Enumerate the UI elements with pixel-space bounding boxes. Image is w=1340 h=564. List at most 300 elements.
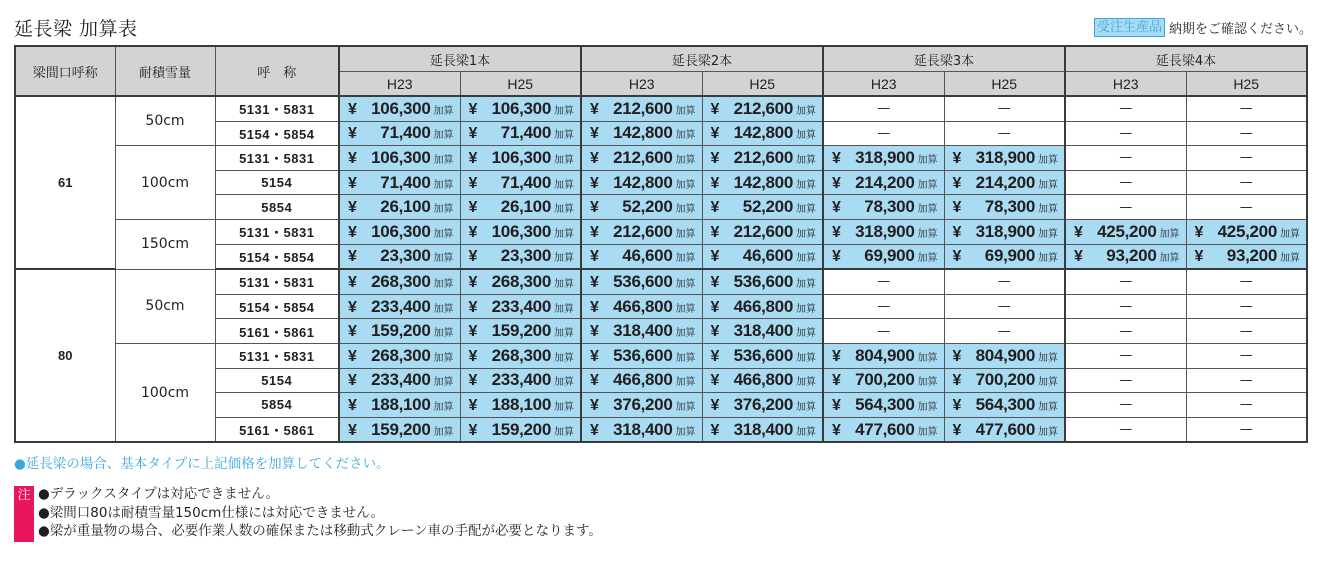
not-available-cell: —	[1065, 96, 1186, 121]
price-amount: 26,100	[500, 197, 551, 217]
price-amount: 700,200	[855, 370, 915, 390]
yen-symbol: ¥	[590, 223, 599, 241]
yen-symbol: ¥	[832, 199, 841, 217]
price-cell	[944, 170, 1065, 195]
yen-symbol: ¥	[1074, 223, 1083, 241]
addition-suffix: 加算	[433, 130, 454, 142]
price-amount: 425,200	[1097, 221, 1157, 241]
price-cell	[581, 417, 702, 442]
yen-symbol: ¥	[832, 372, 841, 390]
price-amount: 477,600	[855, 419, 915, 439]
price-amount: 214,200	[855, 172, 915, 192]
price-amount: 69,900	[984, 246, 1035, 266]
yen-symbol: ¥	[710, 248, 720, 266]
addition-suffix: 加算	[433, 426, 454, 438]
price-cell	[339, 96, 460, 121]
addition-suffix: 加算	[917, 377, 938, 389]
yen-symbol: ¥	[590, 125, 599, 143]
price-amount: 52,200	[742, 197, 793, 217]
price-amount: 268,300	[491, 271, 551, 291]
addition-suffix: 加算	[433, 352, 454, 364]
not-available-cell: —	[1186, 96, 1307, 121]
yen-symbol: ¥	[590, 421, 599, 439]
addition-suffix: 加算	[433, 328, 454, 340]
not-available-cell: —	[1065, 269, 1186, 294]
header-group-3: 延長梁3本	[823, 46, 1065, 72]
price-cell	[460, 146, 581, 171]
price-cell	[581, 343, 702, 368]
addition-suffix: 加算	[554, 328, 574, 340]
addition-suffix: 加算	[675, 130, 696, 142]
price-amount: 318,400	[733, 419, 793, 439]
addition-suffix: 加算	[1038, 401, 1058, 413]
price-cell	[1065, 219, 1186, 244]
addition-suffix: 加算	[675, 105, 696, 117]
header-sub-h23: H23	[339, 72, 460, 97]
snow-load-cell: 100cm	[115, 146, 215, 220]
price-amount: 142,800	[613, 123, 673, 143]
not-available-cell: —	[1186, 343, 1307, 368]
price-amount: 268,300	[371, 345, 431, 365]
price-cell	[944, 343, 1065, 368]
not-available-cell: —	[1065, 368, 1186, 393]
code-cell: 5131・5831	[215, 343, 339, 368]
code-cell: 5154	[215, 368, 339, 393]
price-cell	[339, 417, 460, 442]
yen-symbol: ¥	[710, 223, 720, 241]
table-row	[15, 219, 1307, 244]
price-cell	[339, 121, 460, 146]
price-amount: 466,800	[613, 296, 673, 316]
price-cell	[581, 294, 702, 319]
price-cell	[702, 319, 823, 344]
price-amount: 71,400	[380, 123, 431, 143]
code-cell: 5154・5854	[215, 121, 339, 146]
not-available-cell: —	[1065, 170, 1186, 195]
addition-suffix: 加算	[917, 154, 938, 166]
addition-suffix: 加算	[796, 179, 816, 191]
addition-suffix: 加算	[675, 154, 696, 166]
addition-suffix: 加算	[554, 130, 574, 142]
price-amount: 376,200	[613, 394, 673, 414]
yen-symbol: ¥	[468, 149, 478, 167]
price-cell	[823, 170, 944, 195]
not-available-cell: —	[1186, 319, 1307, 344]
price-cell	[339, 244, 460, 269]
price-amount: 159,200	[371, 321, 431, 341]
yen-symbol: ¥	[590, 149, 599, 167]
price-amount: 233,400	[491, 370, 551, 390]
yen-symbol: ¥	[710, 323, 720, 341]
price-amount: 212,600	[733, 221, 793, 241]
price-amount: 212,600	[733, 147, 793, 167]
addition-suffix: 加算	[554, 154, 574, 166]
yen-symbol: ¥	[468, 100, 478, 118]
snow-load-cell: 100cm	[115, 343, 215, 442]
header-snow-load: 耐積雪量	[115, 46, 215, 96]
addition-note: ●延長梁の場合、基本タイプに上記価格を加算してください。	[14, 456, 390, 472]
price-amount: 212,600	[733, 98, 793, 118]
price-amount: 536,600	[733, 271, 793, 291]
price-cell	[823, 393, 944, 418]
addition-suffix: 加算	[675, 328, 696, 340]
yen-symbol: ¥	[348, 149, 357, 167]
price-cell	[702, 146, 823, 171]
addition-suffix: 加算	[433, 179, 454, 191]
price-amount: 804,900	[855, 345, 915, 365]
price-cell	[702, 294, 823, 319]
price-amount: 466,800	[733, 296, 793, 316]
price-cell	[823, 343, 944, 368]
table-row	[15, 269, 1307, 294]
yen-symbol: ¥	[468, 199, 478, 217]
not-available-cell: —	[823, 269, 944, 294]
price-amount: 536,600	[733, 345, 793, 365]
addition-suffix: 加算	[796, 278, 816, 290]
price-cell	[702, 343, 823, 368]
addition-suffix: 加算	[1280, 228, 1300, 240]
yen-symbol: ¥	[952, 347, 962, 365]
table-row	[15, 343, 1307, 368]
yen-symbol: ¥	[348, 347, 357, 365]
addition-suffix: 加算	[433, 278, 454, 290]
price-amount: 212,600	[613, 147, 673, 167]
caution-item: ●梁間口80は耐積雪量150cm仕様には対応できません。	[38, 504, 385, 521]
price-cell	[823, 195, 944, 220]
price-amount: 212,600	[613, 221, 673, 241]
addition-suffix: 加算	[796, 377, 816, 389]
code-cell: 5161・5861	[215, 319, 339, 344]
extension-beam-price-table	[14, 45, 1308, 443]
addition-suffix: 加算	[675, 426, 696, 438]
addition-suffix: 加算	[1038, 352, 1058, 364]
price-cell	[460, 417, 581, 442]
yen-symbol: ¥	[1074, 248, 1083, 266]
caution-item: ●デラックスタイプは対応できません。	[38, 486, 280, 502]
addition-suffix: 加算	[1038, 426, 1058, 438]
yen-symbol: ¥	[348, 323, 357, 341]
not-available-cell: —	[1065, 195, 1186, 220]
yen-symbol: ¥	[348, 248, 357, 266]
yen-symbol: ¥	[590, 273, 599, 291]
yen-symbol: ¥	[348, 223, 357, 241]
price-amount: 318,400	[613, 419, 673, 439]
addition-suffix: 加算	[1159, 253, 1180, 265]
price-amount: 142,800	[733, 123, 793, 143]
price-amount: 804,900	[975, 345, 1035, 365]
price-amount: 564,300	[975, 394, 1035, 414]
price-cell	[581, 244, 702, 269]
price-cell	[460, 319, 581, 344]
yen-symbol: ¥	[348, 199, 357, 217]
yen-symbol: ¥	[348, 100, 357, 118]
price-cell	[702, 417, 823, 442]
yen-symbol: ¥	[348, 273, 357, 291]
yen-symbol: ¥	[952, 372, 962, 390]
yen-symbol: ¥	[468, 347, 478, 365]
addition-suffix: 加算	[675, 278, 696, 290]
yen-symbol: ¥	[348, 421, 357, 439]
price-cell	[339, 319, 460, 344]
price-amount: 106,300	[371, 98, 431, 118]
not-available-cell: —	[1186, 294, 1307, 319]
price-amount: 106,300	[371, 147, 431, 167]
yen-symbol: ¥	[468, 248, 478, 266]
yen-symbol: ¥	[468, 273, 478, 291]
addition-suffix: 加算	[917, 228, 938, 240]
addition-suffix: 加算	[1280, 253, 1300, 265]
addition-suffix: 加算	[433, 401, 454, 413]
addition-suffix: 加算	[675, 204, 696, 216]
price-cell	[460, 343, 581, 368]
price-amount: 536,600	[613, 345, 673, 365]
yen-symbol: ¥	[1194, 248, 1204, 266]
header-sub-h25: H25	[460, 72, 581, 97]
yen-symbol: ¥	[348, 125, 357, 143]
price-amount: 188,100	[491, 394, 551, 414]
not-available-cell: —	[944, 294, 1065, 319]
price-amount: 78,300	[984, 197, 1035, 217]
not-available-cell: —	[1186, 269, 1307, 294]
price-cell	[1065, 244, 1186, 269]
price-amount: 106,300	[371, 221, 431, 241]
price-cell	[1186, 244, 1307, 269]
span-cell: 61	[15, 96, 115, 269]
price-cell	[581, 96, 702, 121]
price-cell	[460, 244, 581, 269]
yen-symbol: ¥	[710, 273, 720, 291]
price-cell	[581, 269, 702, 294]
price-cell	[339, 269, 460, 294]
yen-symbol: ¥	[710, 149, 720, 167]
made-to-order-badge: 受注生産品	[1094, 18, 1165, 37]
yen-symbol: ¥	[710, 298, 720, 316]
header-group-2: 延長梁2本	[581, 46, 823, 72]
not-available-cell: —	[823, 319, 944, 344]
price-cell	[944, 219, 1065, 244]
yen-symbol: ¥	[832, 149, 841, 167]
addition-suffix: 加算	[433, 228, 454, 240]
yen-symbol: ¥	[952, 223, 962, 241]
price-cell	[944, 368, 1065, 393]
yen-symbol: ¥	[590, 248, 599, 266]
price-amount: 69,900	[864, 246, 915, 266]
yen-symbol: ¥	[832, 174, 841, 192]
not-available-cell: —	[944, 121, 1065, 146]
price-cell	[1186, 219, 1307, 244]
yen-symbol: ¥	[832, 248, 841, 266]
price-cell	[581, 121, 702, 146]
price-amount: 466,800	[613, 370, 673, 390]
price-cell	[944, 417, 1065, 442]
price-amount: 26,100	[380, 197, 431, 217]
yen-symbol: ¥	[348, 298, 357, 316]
price-cell	[702, 269, 823, 294]
price-amount: 23,300	[380, 246, 431, 266]
price-cell	[581, 368, 702, 393]
addition-suffix: 加算	[675, 401, 696, 413]
not-available-cell: —	[1065, 393, 1186, 418]
table-row	[15, 146, 1307, 171]
snow-load-cell: 150cm	[115, 219, 215, 269]
price-amount: 318,900	[855, 221, 915, 241]
not-available-cell: —	[1065, 417, 1186, 442]
yen-symbol: ¥	[710, 174, 720, 192]
price-cell	[581, 195, 702, 220]
code-cell: 5854	[215, 393, 339, 418]
addition-suffix: 加算	[554, 228, 574, 240]
addition-suffix: 加算	[554, 426, 574, 438]
addition-suffix: 加算	[1038, 228, 1058, 240]
price-cell	[339, 146, 460, 171]
price-amount: 93,200	[1106, 246, 1157, 266]
yen-symbol: ¥	[590, 323, 599, 341]
yen-symbol: ¥	[832, 396, 841, 414]
yen-symbol: ¥	[348, 174, 357, 192]
page-title: 延長梁 加算表	[14, 18, 138, 40]
addition-suffix: 加算	[796, 228, 816, 240]
addition-suffix: 加算	[1159, 228, 1180, 240]
not-available-cell: —	[1186, 393, 1307, 418]
not-available-cell: —	[1065, 343, 1186, 368]
addition-suffix: 加算	[796, 105, 816, 117]
price-amount: 106,300	[491, 221, 551, 241]
price-cell	[823, 244, 944, 269]
yen-symbol: ¥	[952, 396, 962, 414]
price-cell	[702, 96, 823, 121]
price-cell	[339, 343, 460, 368]
price-amount: 700,200	[975, 370, 1035, 390]
yen-symbol: ¥	[590, 199, 599, 217]
header-sub-h23: H23	[823, 72, 944, 97]
price-cell	[460, 368, 581, 393]
yen-symbol: ¥	[952, 149, 962, 167]
addition-suffix: 加算	[554, 303, 574, 315]
yen-symbol: ¥	[468, 174, 478, 192]
yen-symbol: ¥	[710, 396, 720, 414]
price-amount: 106,300	[491, 147, 551, 167]
not-available-cell: —	[1065, 121, 1186, 146]
not-available-cell: —	[823, 294, 944, 319]
not-available-cell: —	[944, 319, 1065, 344]
price-cell	[339, 219, 460, 244]
price-cell	[460, 269, 581, 294]
addition-suffix: 加算	[1038, 204, 1058, 216]
not-available-cell: —	[1186, 170, 1307, 195]
price-cell	[702, 368, 823, 393]
price-cell	[460, 170, 581, 195]
addition-suffix: 加算	[796, 130, 816, 142]
addition-suffix: 加算	[433, 105, 454, 117]
header-sub-h23: H23	[1065, 72, 1186, 97]
price-cell	[460, 96, 581, 121]
price-cell	[581, 219, 702, 244]
header-code: 呼 称	[215, 46, 339, 96]
header-group-1: 延長梁1本	[339, 46, 581, 72]
price-cell	[702, 219, 823, 244]
price-cell	[339, 294, 460, 319]
addition-suffix: 加算	[796, 204, 816, 216]
price-amount: 477,600	[975, 419, 1035, 439]
addition-suffix: 加算	[433, 204, 454, 216]
price-amount: 142,800	[613, 172, 673, 192]
addition-suffix: 加算	[796, 253, 816, 265]
yen-symbol: ¥	[1194, 223, 1204, 241]
price-cell	[339, 195, 460, 220]
price-cell	[581, 319, 702, 344]
price-cell	[339, 393, 460, 418]
not-available-cell: —	[944, 269, 1065, 294]
price-cell	[460, 219, 581, 244]
code-cell: 5131・5831	[215, 96, 339, 121]
price-amount: 159,200	[371, 419, 431, 439]
addition-suffix: 加算	[675, 253, 696, 265]
table-row	[15, 96, 1307, 121]
code-cell: 5131・5831	[215, 146, 339, 171]
price-amount: 233,400	[491, 296, 551, 316]
addition-suffix: 加算	[554, 253, 574, 265]
addition-suffix: 加算	[796, 426, 816, 438]
header-sub-h25: H25	[702, 72, 823, 97]
addition-suffix: 加算	[554, 105, 574, 117]
price-cell	[460, 393, 581, 418]
price-amount: 71,400	[380, 172, 431, 192]
addition-suffix: 加算	[796, 328, 816, 340]
price-amount: 268,300	[371, 271, 431, 291]
price-cell	[581, 146, 702, 171]
price-cell	[944, 244, 1065, 269]
price-amount: 23,300	[500, 246, 551, 266]
addition-suffix: 加算	[917, 352, 938, 364]
yen-symbol: ¥	[952, 199, 962, 217]
code-cell: 5154・5854	[215, 244, 339, 269]
header-group-4: 延長梁4本	[1065, 46, 1307, 72]
price-cell	[581, 170, 702, 195]
price-cell	[460, 121, 581, 146]
price-amount: 466,800	[733, 370, 793, 390]
not-available-cell: —	[1065, 319, 1186, 344]
code-cell: 5154・5854	[215, 294, 339, 319]
price-amount: 318,400	[733, 321, 793, 341]
addition-suffix: 加算	[675, 179, 696, 191]
addition-suffix: 加算	[1038, 179, 1058, 191]
not-available-cell: —	[1186, 195, 1307, 220]
price-cell	[702, 121, 823, 146]
caution-item: ●梁が重量物の場合、必要作業人数の確保または移動式クレーン車の手配が必要となります。	[38, 523, 602, 539]
snow-load-cell: 50cm	[115, 96, 215, 146]
addition-suffix: 加算	[1038, 253, 1058, 265]
code-cell: 5154	[215, 170, 339, 195]
price-cell	[823, 368, 944, 393]
addition-suffix: 加算	[917, 253, 938, 265]
not-available-cell: —	[1186, 417, 1307, 442]
yen-symbol: ¥	[348, 396, 357, 414]
yen-symbol: ¥	[710, 125, 720, 143]
addition-suffix: 加算	[675, 228, 696, 240]
not-available-cell: —	[1186, 368, 1307, 393]
yen-symbol: ¥	[468, 223, 478, 241]
addition-suffix: 加算	[554, 352, 574, 364]
addition-suffix: 加算	[917, 179, 938, 191]
price-cell	[339, 368, 460, 393]
price-amount: 52,200	[622, 197, 673, 217]
not-available-cell: —	[1065, 294, 1186, 319]
caution-label: 注	[14, 486, 34, 542]
price-amount: 318,900	[975, 147, 1035, 167]
yen-symbol: ¥	[348, 372, 357, 390]
addition-suffix: 加算	[675, 377, 696, 389]
addition-suffix: 加算	[433, 154, 454, 166]
